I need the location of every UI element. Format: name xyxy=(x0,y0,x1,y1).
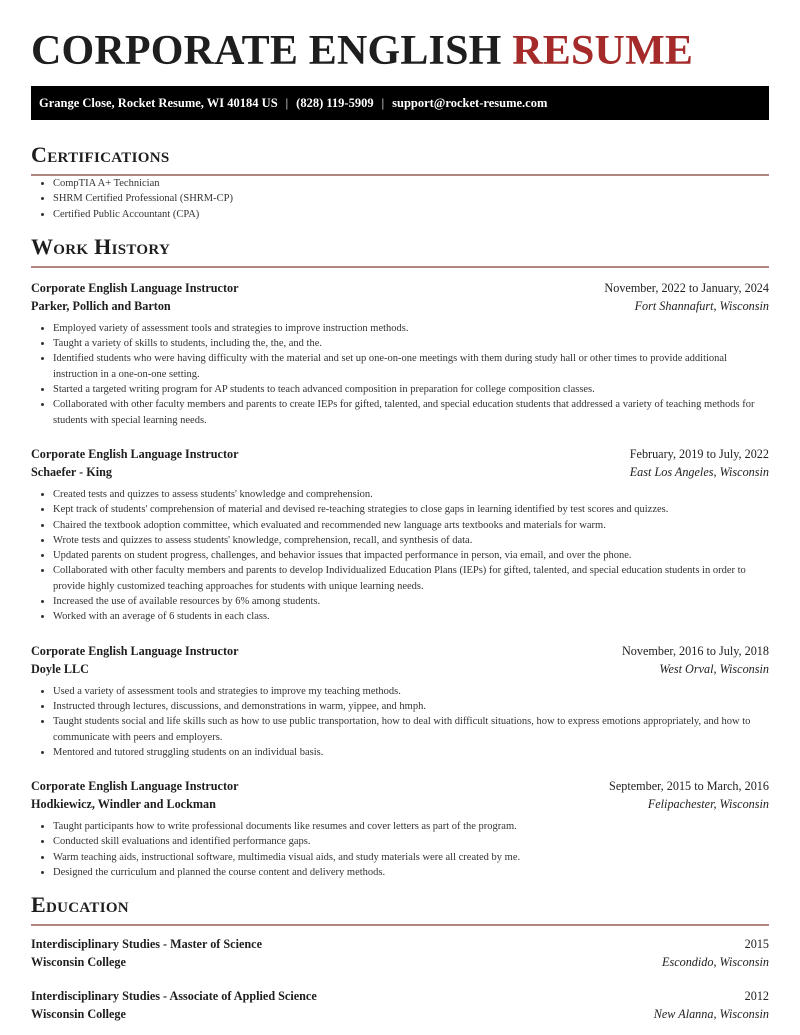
resume-title xyxy=(31,0,769,74)
education-year: 2012 xyxy=(744,989,769,1004)
job-bullet: • Increased the use of available resources by 6% among students. xyxy=(53,594,769,609)
job-title: Corporate English Language Instructor xyxy=(31,446,239,461)
job-bullet: • Instructed through lectures, discussions, and demonstrations in warm, yippee, and hmph. xyxy=(53,699,769,714)
job-bullet: • Mentored and tutored struggling students on an individual basis. xyxy=(53,745,769,760)
job-title: Corporate English Language Instructor xyxy=(31,779,239,794)
education-section xyxy=(31,892,769,1023)
job-location: Felipachester, Wisconsin xyxy=(647,797,769,812)
education-location: Escondido, Wisconsin xyxy=(662,955,769,970)
job-bullet: • Collaborated with other faculty members and parents to create IEPs for gifted, talented, and special education students that addressed a variety of teaching methods for students with special learning needs. xyxy=(53,397,769,428)
education-location: New Alanna, Wisconsin xyxy=(653,1007,769,1022)
work-history-section xyxy=(31,234,769,880)
education-year: 2015 xyxy=(744,937,769,952)
job-entry xyxy=(31,279,769,428)
job-company: Schaefer - King xyxy=(31,464,113,479)
section-title-certifications: Certifications xyxy=(31,142,170,167)
certification-item: • CompTIA A+ Technician xyxy=(53,176,769,191)
job-location: Fort Shannafurt, Wisconsin xyxy=(634,298,769,313)
job-bullet: • Kept track of students' comprehension of material and devised re-teaching strategies to close gaps in learning identified by test scores and quizzes. xyxy=(53,502,769,517)
job-bullet: • Chaired the textbook adoption committee, which evaluated and recommended new language arts textbooks and materials for warm. xyxy=(53,518,769,533)
education-school: Wisconsin College xyxy=(31,1007,126,1022)
education-school: Wisconsin College xyxy=(31,955,126,970)
education-degree: Interdisciplinary Studies - Master of Science xyxy=(31,937,262,952)
contact-bar xyxy=(31,86,769,120)
job-bullet: • Worked with an average of 6 students in each class. xyxy=(53,609,769,624)
job-bullet: • Taught a variety of skills to students, including the, the, and the. xyxy=(53,336,769,351)
contact-address: Grange Close, Rocket Resume, WI 40184 US xyxy=(39,95,278,110)
job-dates: February, 2019 to July, 2022 xyxy=(629,446,769,461)
education-entry xyxy=(31,935,769,971)
job-bullet: • Created tests and quizzes to assess students' knowledge and comprehension. xyxy=(53,487,769,502)
job-title: Corporate English Language Instructor xyxy=(31,280,239,295)
job-entry xyxy=(31,642,769,760)
section-title-work-history: Work History xyxy=(31,233,171,259)
job-bullets xyxy=(31,321,769,428)
job-entry xyxy=(31,445,769,625)
job-dates: November, 2016 to July, 2018 xyxy=(622,643,769,658)
title-accent: RESUME xyxy=(512,28,694,74)
section-divider xyxy=(31,266,769,268)
job-bullet: • Employed variety of assessment tools and strategies to improve instruction methods. xyxy=(53,321,769,336)
job-bullets xyxy=(31,819,769,880)
section-divider xyxy=(31,924,769,926)
contact-email[interactable]: support@rocket-resume.com xyxy=(392,95,548,110)
job-company: Doyle LLC xyxy=(31,661,89,676)
job-bullet: • Started a targeted writing program for AP students to teach advanced composition in preparation for college composition classes. xyxy=(53,382,769,397)
certification-item: • SHRM Certified Professional (SHRM-CP) xyxy=(53,191,769,206)
job-location: East Los Angeles, Wisconsin xyxy=(629,464,769,479)
job-bullet: • Designed the curriculum and planned the course content and delivery methods. xyxy=(53,865,769,880)
job-dates: November, 2022 to January, 2024 xyxy=(604,280,769,295)
job-location: West Orval, Wisconsin xyxy=(659,661,769,676)
job-bullets xyxy=(31,684,769,760)
job-title: Corporate English Language Instructor xyxy=(31,643,239,658)
job-bullet: • Taught students social and life skills such as how to use public transportation, how to deal with difficult situations, how to express emotions appropriately, and how to communicate with peers and employers. xyxy=(53,714,769,745)
contact-separator: | xyxy=(285,95,289,110)
job-bullet: • Used a variety of assessment tools and strategies to improve my teaching methods. xyxy=(53,684,769,699)
job-bullet: • Warm teaching aids, instructional software, multimedia visual aids, and study materials were all created by me. xyxy=(53,850,769,865)
job-bullet: • Identified students who were having difficulty with the material and set up one-on-one meetings with them during study hall or other times to provide additional instruction in a one-on-one setting. xyxy=(53,351,769,382)
education-degree: Interdisciplinary Studies - Associate of Applied Science xyxy=(31,989,317,1004)
job-bullet: • Conducted skill evaluations and identified performance gaps. xyxy=(53,834,769,849)
job-dates: September, 2015 to March, 2016 xyxy=(609,779,769,794)
contact-separator: | xyxy=(381,95,385,110)
section-title-education: Education xyxy=(31,892,129,918)
job-company: Hodkiewicz, Windler and Lockman xyxy=(31,797,216,812)
education-entry xyxy=(31,987,769,1023)
contact-phone: (828) 119-5909 xyxy=(296,95,374,110)
title-main: CORPORATE ENGLISH xyxy=(31,28,502,74)
certification-item: • Certified Public Accountant (CPA) xyxy=(53,207,769,222)
job-entry xyxy=(31,777,769,880)
certifications-list xyxy=(31,176,769,222)
certifications-section xyxy=(31,142,769,222)
job-bullet: • Taught participants how to write professional documents like resumes and cover letters as part of the program. xyxy=(53,819,769,834)
job-bullet: • Wrote tests and quizzes to assess students' knowledge, comprehension, recall, and synthesis of data. xyxy=(53,533,769,548)
job-company: Parker, Pollich and Barton xyxy=(31,298,171,313)
job-bullet: • Updated parents on student progress, challenges, and behavior issues that impacted performance in person, via email, and over the phone. xyxy=(53,548,769,563)
job-bullet: • Collaborated with other faculty members and parents to develop Individualized Education Plans (IEPs) for gifted, talented, and special education students in order to provide highly customized teaching approaches for students with unique learning needs. xyxy=(53,563,769,594)
job-bullets xyxy=(31,487,769,625)
